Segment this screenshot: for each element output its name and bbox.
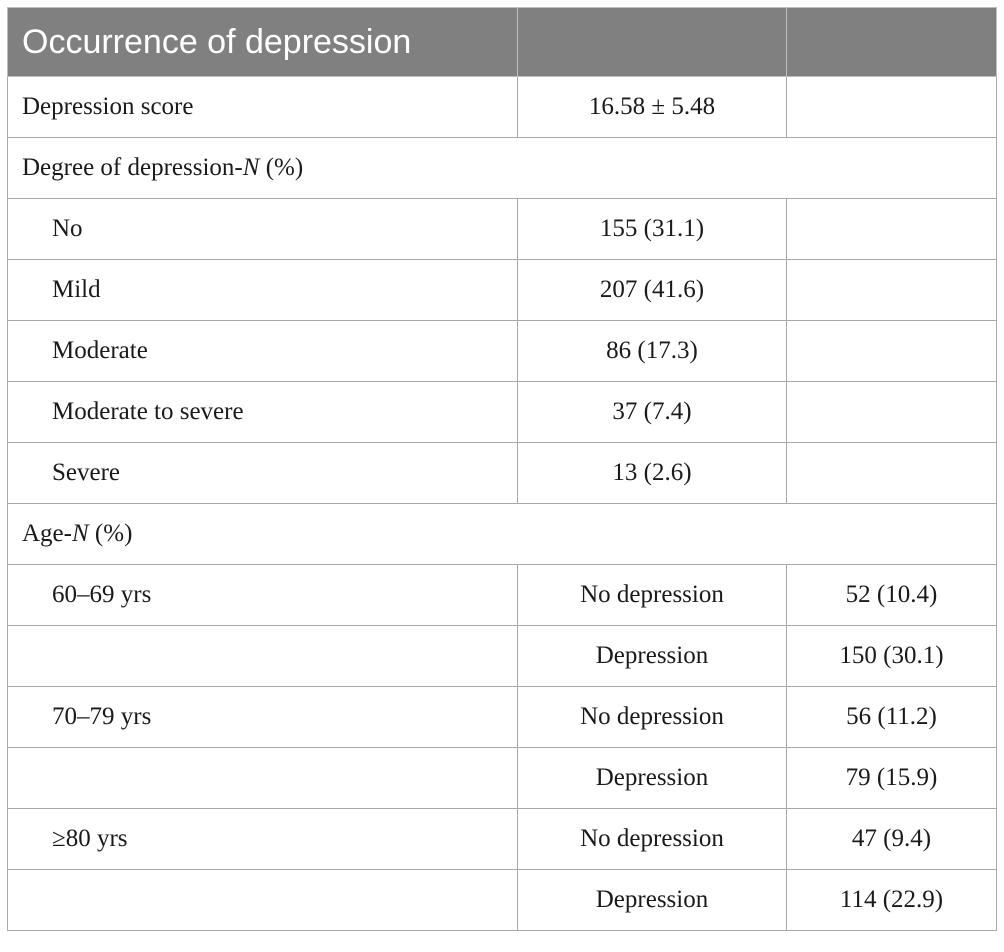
depression-status: No depression [518, 809, 787, 870]
degree-label: Mild [8, 260, 518, 321]
age-value: 150 (30.1) [787, 626, 997, 687]
degree-value: 207 (41.6) [518, 260, 787, 321]
degree-label: Severe [8, 443, 518, 504]
depression-score-label: Depression score [8, 77, 518, 138]
age-value: 56 (11.2) [787, 687, 997, 748]
degree-label: Moderate to severe [8, 382, 518, 443]
depression-status: Depression [518, 870, 787, 931]
degree-section-n: N [242, 154, 260, 181]
section-row [8, 138, 997, 199]
table-row [8, 260, 997, 321]
age-group-label [8, 870, 518, 931]
degree-value: 86 (17.3) [518, 321, 787, 382]
header-row [8, 8, 997, 77]
header-col-2 [518, 8, 787, 77]
degree-label: No [8, 199, 518, 260]
age-value: 114 (22.9) [787, 870, 997, 931]
depression-status: Depression [518, 626, 787, 687]
table-header [8, 8, 997, 77]
table-row [8, 199, 997, 260]
age-value: 52 (10.4) [787, 565, 997, 626]
age-group-label [8, 748, 518, 809]
age-group-label: 60–69 yrs [8, 565, 518, 626]
age-section-n: N [71, 520, 89, 547]
table-row [8, 809, 997, 870]
table-row [8, 382, 997, 443]
degree-section-prefix: Degree of depression- [22, 154, 243, 181]
header-title: Occurrence of depression [8, 8, 518, 77]
depression-status: No depression [518, 565, 787, 626]
table-row [8, 748, 997, 809]
table-row [8, 77, 997, 138]
table-body [8, 77, 997, 931]
age-value: 47 (9.4) [787, 809, 997, 870]
degree-section-label [8, 138, 997, 199]
table-row [8, 626, 997, 687]
depression-score-value: 16.58 ± 5.48 [518, 77, 787, 138]
degree-value: 37 (7.4) [518, 382, 787, 443]
table-row [8, 565, 997, 626]
age-section-label [8, 504, 997, 565]
section-row [8, 504, 997, 565]
degree-label: Moderate [8, 321, 518, 382]
age-group-label: ≥80 yrs [8, 809, 518, 870]
degree-value: 13 (2.6) [518, 443, 787, 504]
empty-cell [787, 321, 997, 382]
empty-cell [787, 77, 997, 138]
table-row [8, 870, 997, 931]
header-col-3 [787, 8, 997, 77]
table-row [8, 321, 997, 382]
degree-section-suffix: (%) [259, 154, 304, 181]
empty-cell [787, 260, 997, 321]
age-section-prefix: Age- [22, 520, 72, 547]
empty-cell [787, 382, 997, 443]
age-section-suffix: (%) [88, 520, 133, 547]
table-row [8, 687, 997, 748]
depression-status: Depression [518, 748, 787, 809]
degree-value: 155 (31.1) [518, 199, 787, 260]
age-value: 79 (15.9) [787, 748, 997, 809]
age-group-label: 70–79 yrs [8, 687, 518, 748]
table-row [8, 443, 997, 504]
age-group-label [8, 626, 518, 687]
depression-table [7, 7, 997, 931]
empty-cell [787, 443, 997, 504]
depression-status: No depression [518, 687, 787, 748]
empty-cell [787, 199, 997, 260]
